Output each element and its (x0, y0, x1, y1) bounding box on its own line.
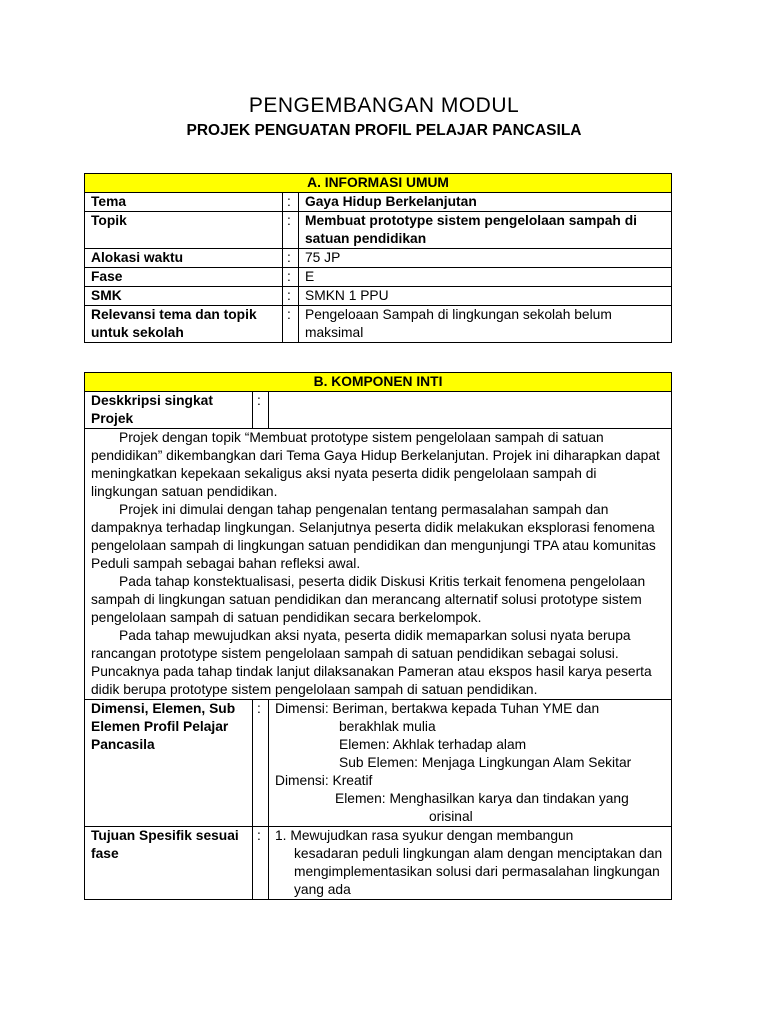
paragraph: Projek dengan topik “Membuat prototype sistem pengelolaan sampah di satuan pendidikan” dikembangkan dari Tema Gaya Hidup Berkelanjutan. Projek ini diharapkan dapat meningkatkan kepekaan sekaligus aksi nyata peserta didik pengelolaan sampah di lingkungan satuan pendidikan. (91, 430, 660, 499)
dimensi-1-cont: berakhlak mulia (339, 719, 436, 734)
table-row (85, 287, 672, 306)
dimensi-1: Dimensi: Beriman, bertakwa kepada Tuhan YME dan (275, 701, 600, 716)
dimensi-label: Dimensi, Elemen, Sub Elemen Profil Pelajar Pancasila (85, 700, 253, 827)
table-row (85, 429, 672, 700)
deskripsi-value (269, 392, 672, 429)
paragraph: Pada tahap mewujudkan aksi nyata, peserta didik memaparkan solusi nyata berupa rancangan prototype sistem pengelolaan sampah di satuan pendidikan sebagai solusi. Puncaknya pada tahap tindak lanjut dilaksanakan Pameran atau ekspos hasil karya peserta didik berupa prototype sistem pengelolaan sampah di satuan pendidikan. (91, 628, 652, 697)
elemen-2: Elemen: Menghasilkan karya dan tindakan yang (335, 791, 629, 806)
elemen-2-cont: orisinal (429, 809, 473, 824)
table-row (85, 700, 672, 827)
colon: : (253, 392, 269, 429)
table-row (85, 392, 672, 429)
elemen-1: Elemen: Akhlak terhadap alam (339, 737, 527, 752)
colon: : (253, 827, 269, 900)
tujuan-value (269, 827, 672, 900)
informasi-umum-table (84, 173, 672, 343)
paragraph: Projek ini dimulai dengan tahap pengenalan tentang permasalahan sampah dan dampaknya terhadap lingkungan. Selanjutnya peserta didik melakukan eksplorasi fenomena pengelolaan sampah di lingkungan satuan pendidikan dan mengunjungi TPA atau komunitas Peduli sampah sebagai bahan refleksi awal. (91, 502, 656, 571)
section-b-header: B. KOMPONEN INTI (85, 373, 672, 392)
page-subtitle: PROJEK PENGUATAN PROFIL PELAJAR PANCASILA (186, 122, 582, 139)
colon: : (283, 306, 299, 343)
colon: : (283, 212, 299, 249)
colon: : (283, 287, 299, 306)
paragraph: Pada tahap konstektualisasi, peserta didik Diskusi Kritis terkait fenomena pengelolaan sampah di lingkungan satuan pendidikan dan merancang alternatif solusi prototype sistem pengelolaan sampah di satuan pendidikan secara berkelompok. (91, 574, 646, 625)
row-value-smk: SMKN 1 PPU (299, 287, 672, 306)
deskripsi-text (85, 429, 672, 700)
dimensi-value (269, 700, 672, 827)
colon: : (253, 700, 269, 827)
row-value-topik: Membuat prototype sistem pengelolaan sampah di satuan pendidikan (299, 212, 672, 249)
dimensi-2: Dimensi: Kreatif (275, 773, 373, 788)
table-row (85, 193, 672, 212)
sub-elemen-1: Sub Elemen: Menjaga Lingkungan Alam Sekitar (339, 755, 632, 770)
deskripsi-label: Deskkripsi singkat Projek (85, 392, 253, 429)
row-value-alokasi: 75 JP (299, 249, 672, 268)
page-title: PENGEMBANGAN MODUL (248, 94, 520, 117)
tujuan-item-1-cont: kesadaran peduli lingkungan alam dengan menciptakan dan mengimplementasikan solusi dari permasalahan lingkungan yang ada (294, 846, 663, 897)
colon: : (283, 193, 299, 212)
section-a-header: A. INFORMASI UMUM (85, 174, 672, 193)
table-row (85, 306, 672, 343)
komponen-inti-table (84, 372, 672, 900)
table-row (85, 212, 672, 249)
table-row (85, 268, 672, 287)
row-label-relevansi: Relevansi tema dan topik untuk sekolah (85, 306, 283, 343)
row-label-fase: Fase (85, 268, 283, 287)
table-row (85, 827, 672, 900)
row-label-smk: SMK (85, 287, 283, 306)
row-label-alokasi: Alokasi waktu (85, 249, 283, 268)
colon: : (283, 249, 299, 268)
table-row (85, 249, 672, 268)
colon: : (283, 268, 299, 287)
row-value-tema: Gaya Hidup Berkelanjutan (299, 193, 672, 212)
row-value-fase: E (299, 268, 672, 287)
row-label-tema: Tema (85, 193, 283, 212)
row-value-relevansi: Pengeloaan Sampah di lingkungan sekolah belum maksimal (299, 306, 672, 343)
row-label-topik: Topik (85, 212, 283, 249)
tujuan-item-1: 1. Mewujudkan rasa syukur dengan membangun (275, 828, 574, 843)
tujuan-label: Tujuan Spesifik sesuai fase (85, 827, 253, 900)
